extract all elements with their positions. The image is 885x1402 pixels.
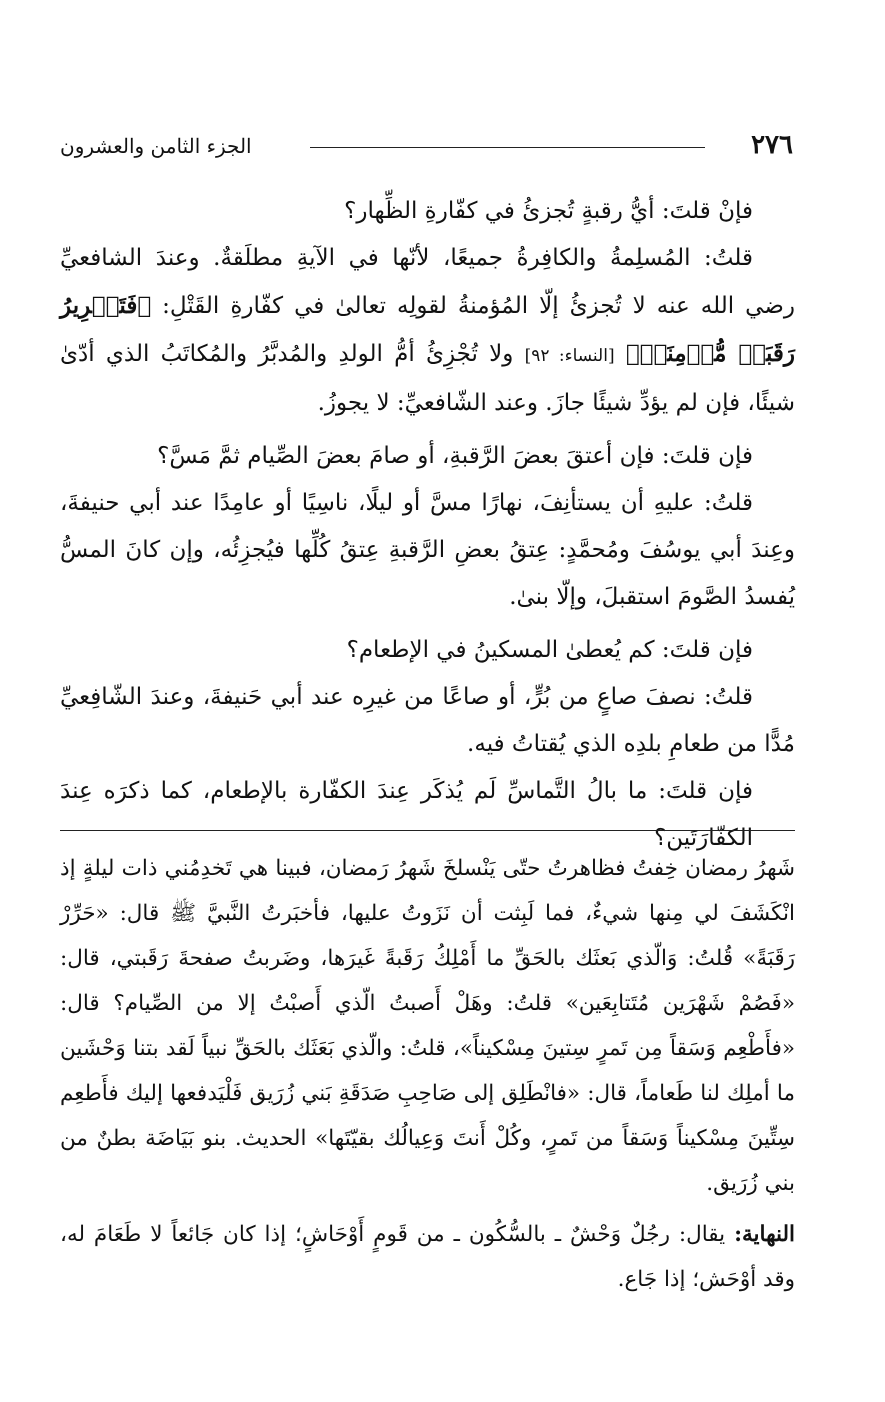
answer-2: قلتُ: عليهِ أن يستأنِفَ، نهارًا مسَّ أو ليلًا، ناسِيًا أو عامِدًا عند أبي حنيفةَ، وعِندَ أبي يوسُفَ ومُحمَّدٍ: عِتقُ بعضِ الرَّقبةِ عِتقُ كُلِّها فيُجزِئُه، وإن كانَ المسُّ يُفسدُ الصَّومَ استقبلَ، وإلّا بنىٰ. bbox=[60, 490, 795, 610]
verse-citation: [النساء: ٩٢] bbox=[524, 346, 615, 366]
footnotes bbox=[60, 846, 795, 1302]
running-title: الجزء الثامن والعشرون bbox=[60, 134, 252, 158]
answer-3: قلتُ: نصفَ صاعٍ من بُرٍّ، أو صاعًا من غيرِه عند أبي حَنيفةَ، وعندَ الشّافِعيِّ مُدًّا من طعامِ بلدِه الذي يُقتاتُ فيه. bbox=[60, 684, 795, 757]
question-2: فإن قلتَ: فإن أعتقَ بعضَ الرَّقبةِ، أو صامَ بعضَ الصِّيام ثمَّ مَسَّ؟ bbox=[157, 443, 753, 469]
answer-1-part-2: ولا تُجْزِئُ أمُّ الولدِ والمُدبَّرُ والمُكاتَبُ الذي أدّىٰ شيئًا، فإن لم يؤدِّ شيئًا جازَ. وعند الشّافعيِّ: لا يجوزُ. bbox=[60, 341, 795, 416]
footnote-1: شَهرُ رمضان خِفتُ فظاهرتُ حتّى يَنْسلخَ شَهرُ رَمضان، فبينا هي تَخدِمُني ذات ليلةٍ إذ انْكَشَفَ لي مِنها شيءٌ، فما لَبِثت أن نَزَوتُ عليها، فأخبَرتُ النَّبيَّ ﷺ قال: «حَرِّرْ رَقَبَةً» قُلتُ: وَالّذي بَعثَك بالحَقِّ ما أَمْلِكُ رَقَبةً غَيرَها، وضَربتُ صفحةَ رَقَبتي، قال: «فَصُمْ شَهْرَين مُتَتابِعَين» قلتُ: وهَلْ أَصبتُ الّذي أَصبْتُ إلا من الصِّيام؟ قال: «فأَطْعِم وَسَقاً مِن تَمرٍ سِتينَ مِسْكيناً»، قلتُ: والّذي بَعَثَك بالحَقِّ نبياً لَقد بتنا وَحْشَين ما أملِك لنا طَعاماً، قال: «فانْطَلِق إلى صَاحِبِ صَدَقَةِ بَني زُرَيق فَلْيَدفعها إليك فأَطعِم سِتِّينَ مِسْكيناً وَسَقاً من تَمرٍ، وكُلْ أَنتَ وَعِيالُك بقيّتَها» الحديث. بنو بَيَاضَة بطنٌ من بني زُرَيق. bbox=[60, 856, 795, 1196]
main-text bbox=[60, 188, 795, 862]
quran-verse: ﴿فَتَحۡرِيرُ رَقَبَةٖ مُّؤۡمِنَةٖ﴾ bbox=[60, 292, 796, 367]
footnote-2 bbox=[60, 1212, 795, 1302]
page-number: ٢٧٦ bbox=[751, 130, 793, 160]
page-header bbox=[60, 130, 795, 170]
header-rule bbox=[310, 147, 705, 148]
book-page bbox=[60, 0, 795, 1402]
footnote-2-text: يقال: رجُلٌ وَحْشٌ ـ بالسُّكُون ـ من قَومٍ أَوْحَاشٍ؛ إذا كان جَائعاً لا طَعَامَ له، وقد أوْحَش؛ إذا جَاع. bbox=[60, 1222, 795, 1292]
footnote-2-term: النهاية: bbox=[734, 1222, 795, 1247]
answer-1 bbox=[60, 235, 795, 427]
question-4: فإن قلتَ: ما بالُ التَّماسِّ لَم يُذكَر عِندَ الكفّارة بالإطعام، كما ذكرَه عِندَ الكفّارَتَين؟ bbox=[60, 778, 753, 851]
footnote-separator bbox=[60, 830, 795, 831]
question-3: فإن قلتَ: كم يُعطىٰ المسكينُ في الإطعام؟ bbox=[346, 637, 753, 663]
answer-1-part-1: قلتُ: المُسلِمةُ والكافِرةُ جميعًا، لأنّها في الآيةِ مطلَقةٌ. وعندَ الشافعيِّ رضي الله عنه لا تُجزئُ إلّا المُؤمنةُ لقولِه تعالىٰ في كفّارةِ القَتْلِ: bbox=[60, 245, 795, 319]
question-1: فإنْ قلتَ: أيُّ رقبةٍ تُجزئُ في كفّارةِ الظِّهار؟ bbox=[344, 198, 753, 224]
